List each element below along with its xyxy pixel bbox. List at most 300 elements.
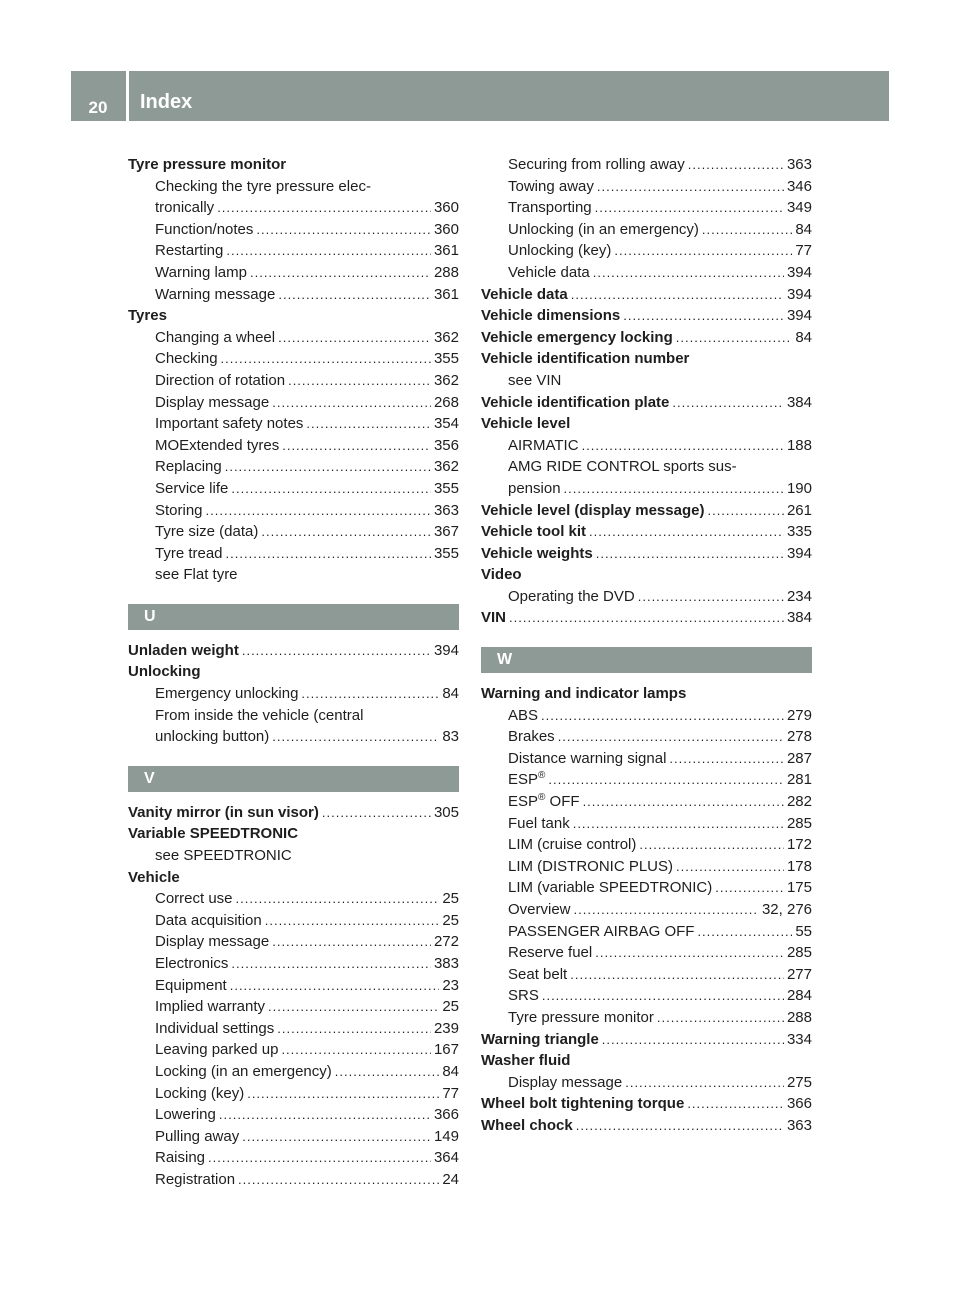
leader-dots bbox=[509, 607, 784, 629]
page-reference: 25 bbox=[442, 998, 459, 1016]
page-reference: 278 bbox=[786, 728, 812, 746]
index-subentry bbox=[128, 845, 459, 867]
entry-label: Storing bbox=[155, 501, 203, 519]
index-entry bbox=[481, 564, 812, 586]
entry-label: VIN bbox=[481, 609, 507, 627]
entry-label: Tyre pressure monitor bbox=[128, 156, 287, 173]
entry-label: Raising bbox=[155, 1149, 206, 1167]
page-reference: 334 bbox=[786, 1030, 812, 1048]
index-entry bbox=[481, 607, 812, 629]
index-subentry bbox=[481, 748, 812, 770]
index-subentry bbox=[481, 726, 812, 748]
page-reference: 355 bbox=[433, 350, 459, 368]
page-reference: 364 bbox=[433, 1149, 459, 1167]
leader-dots bbox=[541, 705, 784, 727]
leader-dots bbox=[676, 856, 784, 878]
leader-dots bbox=[614, 240, 792, 262]
index-subentry bbox=[481, 370, 812, 392]
leader-dots bbox=[548, 769, 784, 791]
leader-dots bbox=[247, 1083, 439, 1105]
entry-label: From inside the vehicle (central bbox=[155, 706, 364, 724]
page-reference: 355 bbox=[433, 479, 459, 497]
entry-label: Securing from rolling away bbox=[508, 156, 685, 173]
index-subentry bbox=[481, 1007, 812, 1029]
page-reference: 275 bbox=[786, 1073, 812, 1091]
index-subentry bbox=[128, 888, 459, 910]
index-subentry bbox=[481, 791, 812, 813]
index-subentry bbox=[128, 392, 459, 414]
entry-label: Emergency unlocking bbox=[155, 685, 299, 703]
page-reference: 285 bbox=[786, 944, 812, 962]
page-reference: 362 bbox=[433, 458, 459, 476]
index-entry bbox=[128, 154, 459, 176]
page-reference: 268 bbox=[433, 393, 459, 411]
leader-dots bbox=[570, 964, 784, 986]
leader-dots bbox=[265, 910, 440, 932]
index-entry bbox=[481, 543, 812, 565]
entry-label: Leaving parked up bbox=[155, 1041, 279, 1059]
index-column-left bbox=[128, 154, 459, 1191]
leader-dots bbox=[672, 392, 784, 414]
section-letter: W bbox=[481, 647, 812, 673]
entry-label: LIM (cruise control) bbox=[508, 836, 637, 854]
index-subentry bbox=[128, 931, 459, 953]
index-subentry bbox=[128, 996, 459, 1018]
index-subentry bbox=[481, 813, 812, 835]
entry-label: Operating the DVD bbox=[508, 587, 635, 605]
page-reference: 394 bbox=[786, 307, 812, 325]
leader-dots bbox=[272, 392, 431, 414]
entry-label: ESP® bbox=[508, 770, 546, 789]
page-reference: 366 bbox=[786, 1095, 812, 1113]
leader-dots bbox=[242, 1126, 431, 1148]
entry-label: Checking the tyre pressure elec- bbox=[155, 177, 371, 195]
entry-label: Changing a wheel bbox=[155, 328, 276, 346]
entry-label: PASSENGER AIRBAG OFF bbox=[508, 922, 695, 940]
leader-dots bbox=[657, 1007, 784, 1029]
index-subentry bbox=[128, 370, 459, 392]
entry-label: ABS bbox=[508, 706, 539, 724]
page-reference: 77 bbox=[795, 242, 812, 260]
leader-dots bbox=[261, 521, 431, 543]
page-reference: 362 bbox=[433, 371, 459, 389]
page-reference: 366 bbox=[433, 1106, 459, 1124]
leader-dots bbox=[282, 435, 431, 457]
leader-dots bbox=[256, 219, 431, 241]
page-reference: 355 bbox=[433, 544, 459, 562]
page-reference: 288 bbox=[433, 263, 459, 281]
entry-label: Warning triangle bbox=[481, 1030, 599, 1048]
entry-label: Implied warranty bbox=[155, 998, 266, 1016]
index-subentry bbox=[128, 327, 459, 349]
leader-dots bbox=[226, 240, 431, 262]
entry-label: Vehicle data bbox=[481, 285, 568, 303]
leader-dots bbox=[707, 500, 784, 522]
page-reference: 360 bbox=[433, 220, 459, 238]
leader-dots bbox=[542, 985, 784, 1007]
page-reference: 279 bbox=[786, 706, 812, 724]
entry-label: Towing away bbox=[508, 177, 594, 195]
page-reference: 287 bbox=[786, 749, 812, 767]
index-subentry bbox=[128, 240, 459, 262]
entry-label: Vanity mirror (in sun visor) bbox=[128, 803, 319, 821]
leader-dots bbox=[272, 726, 439, 748]
leader-dots bbox=[669, 748, 784, 770]
index-subentry bbox=[128, 1039, 459, 1061]
page-reference: 84 bbox=[442, 685, 459, 703]
page-reference: 384 bbox=[786, 609, 812, 627]
leader-dots bbox=[576, 1115, 784, 1137]
page-reference: 25 bbox=[442, 911, 459, 929]
index-subentry bbox=[128, 456, 459, 478]
index-subentry bbox=[128, 910, 459, 932]
entry-label: Reserve fuel bbox=[508, 944, 593, 962]
leader-dots bbox=[702, 219, 792, 241]
leader-dots bbox=[596, 543, 784, 565]
leader-dots bbox=[558, 726, 784, 748]
index-subentry bbox=[128, 262, 459, 284]
page-reference: 367 bbox=[433, 523, 459, 541]
index-subentry bbox=[128, 975, 459, 997]
index-subentry bbox=[128, 1147, 459, 1169]
leader-dots bbox=[597, 176, 784, 198]
page-reference: 84 bbox=[442, 1062, 459, 1080]
entry-label: see Flat tyre bbox=[155, 566, 238, 584]
index-subentry bbox=[128, 953, 459, 975]
leader-dots bbox=[225, 456, 431, 478]
leader-dots bbox=[688, 154, 784, 176]
index-entry bbox=[481, 521, 812, 543]
leader-dots bbox=[272, 931, 431, 953]
entry-label: Equipment bbox=[155, 976, 227, 994]
leader-dots bbox=[595, 197, 784, 219]
index-subentry bbox=[481, 985, 812, 1007]
entry-label: Tyre tread bbox=[155, 544, 223, 562]
entry-label: Brakes bbox=[508, 728, 555, 746]
entry-label: Fuel tank bbox=[508, 814, 570, 832]
index-subentry bbox=[481, 834, 812, 856]
leader-dots bbox=[217, 197, 431, 219]
entry-label: see VIN bbox=[508, 371, 562, 389]
index-subentry bbox=[481, 1072, 812, 1094]
index-entry bbox=[481, 305, 812, 327]
index-subentry bbox=[128, 284, 459, 306]
leader-dots bbox=[238, 1169, 439, 1191]
page-reference: 84 bbox=[795, 328, 812, 346]
index-subentry bbox=[128, 478, 459, 500]
leader-dots bbox=[639, 834, 784, 856]
entry-label: Display message bbox=[155, 933, 270, 951]
entry-label: MOExtended tyres bbox=[155, 436, 280, 454]
index-entry bbox=[128, 661, 459, 683]
index-subentry bbox=[481, 964, 812, 986]
entry-label: Wheel bolt tightening torque bbox=[481, 1095, 685, 1113]
leader-dots bbox=[221, 348, 431, 370]
entry-label: Vehicle dimensions bbox=[481, 307, 621, 325]
index-subentry bbox=[128, 543, 459, 565]
entry-label: Vehicle identification number bbox=[481, 350, 690, 368]
page-reference: 361 bbox=[433, 242, 459, 260]
leader-dots bbox=[278, 284, 431, 306]
index-entry bbox=[481, 348, 812, 370]
index-subentry bbox=[128, 348, 459, 370]
entry-label: Restarting bbox=[155, 242, 224, 260]
index-subentry bbox=[481, 154, 812, 176]
leader-dots bbox=[231, 478, 431, 500]
entry-label: Replacing bbox=[155, 458, 222, 476]
index-entry bbox=[481, 500, 812, 522]
index-entry bbox=[481, 1115, 812, 1137]
index-subentry bbox=[128, 197, 459, 219]
entry-label: Registration bbox=[155, 1170, 236, 1188]
entry-label: Vehicle bbox=[128, 868, 180, 886]
leader-dots bbox=[231, 953, 431, 975]
leader-dots bbox=[236, 888, 440, 910]
section-letter: U bbox=[128, 604, 459, 630]
leader-dots bbox=[278, 327, 431, 349]
page-reference: 361 bbox=[433, 285, 459, 303]
leader-dots bbox=[277, 1018, 431, 1040]
index-subentry bbox=[481, 899, 812, 921]
index-subentry bbox=[128, 683, 459, 705]
page-reference: 77 bbox=[442, 1084, 459, 1102]
leader-dots bbox=[322, 802, 431, 824]
page-reference: 305 bbox=[433, 803, 459, 821]
entry-label: Washer fluid bbox=[481, 1052, 571, 1070]
entry-label: Data acquisition bbox=[155, 911, 262, 929]
page-reference: 363 bbox=[786, 156, 812, 173]
index-subentry bbox=[128, 726, 459, 748]
entry-label: unlocking button) bbox=[155, 728, 270, 746]
entry-label: Unlocking (in an emergency) bbox=[508, 220, 699, 238]
index-subentry bbox=[481, 219, 812, 241]
index-subentry bbox=[481, 456, 812, 478]
entry-label: Vehicle data bbox=[508, 263, 590, 281]
page-reference: 190 bbox=[786, 479, 812, 497]
page-reference: 360 bbox=[433, 199, 459, 217]
page-reference: 84 bbox=[795, 220, 812, 238]
leader-dots bbox=[623, 305, 784, 327]
entry-label: Tyre pressure monitor bbox=[508, 1008, 654, 1026]
page-reference: 285 bbox=[786, 814, 812, 832]
index-entry bbox=[481, 327, 812, 349]
index-subentry bbox=[128, 564, 459, 586]
entry-label: AMG RIDE CONTROL sports sus- bbox=[508, 458, 737, 476]
entry-label: Lowering bbox=[155, 1106, 216, 1124]
page-reference: 234 bbox=[786, 587, 812, 605]
leader-dots bbox=[571, 284, 784, 306]
entry-label: Seat belt bbox=[508, 965, 568, 983]
entry-label: tronically bbox=[155, 199, 215, 217]
page-reference: 178 bbox=[786, 857, 812, 875]
entry-label: LIM (DISTRONIC PLUS) bbox=[508, 857, 674, 875]
entry-label: Transporting bbox=[508, 199, 592, 217]
leader-dots bbox=[583, 791, 784, 813]
page-reference: 188 bbox=[786, 436, 812, 454]
page-reference: 362 bbox=[433, 328, 459, 346]
leader-dots bbox=[219, 1104, 431, 1126]
entry-label: Correct use bbox=[155, 890, 233, 908]
page-reference: 149 bbox=[433, 1127, 459, 1145]
page-reference: 384 bbox=[786, 393, 812, 411]
index-subentry bbox=[128, 413, 459, 435]
page-reference: 349 bbox=[786, 199, 812, 217]
entry-label: Warning and indicator lamps bbox=[481, 685, 687, 703]
index-subentry bbox=[481, 856, 812, 878]
page-reference: 282 bbox=[786, 793, 812, 811]
header-divider bbox=[126, 71, 129, 121]
index-entry bbox=[481, 1093, 812, 1115]
leader-dots bbox=[230, 975, 440, 997]
index-subentry bbox=[128, 521, 459, 543]
leader-dots bbox=[242, 640, 431, 662]
page-reference: 172 bbox=[786, 836, 812, 854]
index-entry bbox=[481, 1050, 812, 1072]
index-subentry bbox=[128, 219, 459, 241]
page-reference: 394 bbox=[786, 544, 812, 562]
index-subentry bbox=[128, 500, 459, 522]
leader-dots bbox=[335, 1061, 440, 1083]
index-entry bbox=[481, 284, 812, 306]
index-subentry bbox=[128, 1083, 459, 1105]
leader-dots bbox=[582, 435, 784, 457]
page-reference: 55 bbox=[795, 922, 812, 940]
index-entry bbox=[128, 867, 459, 889]
page-reference: 335 bbox=[786, 523, 812, 541]
entry-label: Warning lamp bbox=[155, 263, 247, 281]
entry-label: Unlocking (key) bbox=[508, 242, 612, 260]
entry-label: Unlocking bbox=[128, 663, 201, 681]
page-reference: 167 bbox=[433, 1041, 459, 1059]
index-subentry bbox=[481, 877, 812, 899]
entry-label: Video bbox=[481, 566, 522, 584]
leader-dots bbox=[268, 996, 439, 1018]
page-reference: 261 bbox=[786, 501, 812, 519]
entry-label: Locking (key) bbox=[155, 1084, 245, 1102]
page-reference: 383 bbox=[433, 955, 459, 972]
entry-label: Variable SPEEDTRONIC bbox=[128, 825, 299, 843]
page-reference: 32, 276 bbox=[761, 901, 812, 918]
page-reference: 346 bbox=[786, 177, 812, 195]
page-reference: 277 bbox=[786, 965, 812, 983]
entry-label: Vehicle emergency locking bbox=[481, 328, 673, 346]
index-subentry bbox=[128, 435, 459, 457]
page-reference: 23 bbox=[442, 976, 459, 994]
index-subentry bbox=[481, 942, 812, 964]
page-reference: 25 bbox=[442, 890, 459, 908]
entry-label: pension bbox=[508, 479, 561, 497]
entry-label: Vehicle tool kit bbox=[481, 523, 587, 541]
entry-label: Individual settings bbox=[155, 1019, 275, 1037]
page-reference: 83 bbox=[442, 728, 459, 746]
header-bar bbox=[71, 71, 889, 121]
index-entry bbox=[481, 683, 812, 705]
index-subentry bbox=[128, 1104, 459, 1126]
leader-dots bbox=[564, 478, 784, 500]
leader-dots bbox=[574, 899, 759, 921]
index-column-right bbox=[481, 154, 812, 1137]
index-subentry bbox=[481, 586, 812, 608]
entry-label: Unladen weight bbox=[128, 641, 239, 659]
entry-label: Checking bbox=[155, 350, 218, 368]
entry-label: Display message bbox=[508, 1073, 623, 1091]
entry-label: Vehicle identification plate bbox=[481, 393, 670, 411]
leader-dots bbox=[595, 942, 784, 964]
entry-label: Pulling away bbox=[155, 1127, 240, 1145]
leader-dots bbox=[226, 543, 431, 565]
index-entry bbox=[128, 823, 459, 845]
index-subentry bbox=[481, 769, 812, 791]
page-reference: 394 bbox=[433, 641, 459, 659]
leader-dots bbox=[301, 683, 439, 705]
entry-label: Direction of rotation bbox=[155, 371, 286, 389]
leader-dots bbox=[602, 1029, 784, 1051]
page-reference: 394 bbox=[786, 285, 812, 303]
index-subentry bbox=[128, 1169, 459, 1191]
index-entry bbox=[481, 392, 812, 414]
index-entry bbox=[128, 305, 459, 327]
entry-label: Important safety notes bbox=[155, 415, 304, 433]
leader-dots bbox=[676, 327, 793, 349]
index-entry bbox=[481, 413, 812, 435]
entry-label: Vehicle level (display message) bbox=[481, 501, 705, 519]
index-subentry bbox=[128, 1126, 459, 1148]
page-reference: 239 bbox=[433, 1019, 459, 1037]
leader-dots bbox=[306, 413, 431, 435]
index-subentry bbox=[128, 176, 459, 198]
leader-dots bbox=[687, 1093, 784, 1115]
page-reference: 354 bbox=[433, 415, 459, 433]
leader-dots bbox=[288, 370, 431, 392]
leader-dots bbox=[208, 1147, 431, 1169]
index-entry bbox=[128, 640, 459, 662]
index-subentry bbox=[481, 921, 812, 943]
page-reference: 288 bbox=[786, 1008, 812, 1026]
entry-label: Display message bbox=[155, 393, 270, 411]
page-reference: 24 bbox=[442, 1170, 459, 1188]
entry-label: Tyre size (data) bbox=[155, 523, 259, 541]
entry-label: Vehicle weights bbox=[481, 544, 593, 562]
section-letter: V bbox=[128, 766, 459, 792]
page-reference: 356 bbox=[433, 436, 459, 454]
page-reference: 284 bbox=[786, 987, 812, 1005]
page-reference: 394 bbox=[786, 263, 812, 281]
entry-label: see SPEEDTRONIC bbox=[155, 847, 292, 865]
entry-label: Service life bbox=[155, 479, 229, 497]
page-number: 20 bbox=[88, 98, 108, 117]
entry-label: Vehicle level bbox=[481, 415, 571, 433]
index-subentry bbox=[481, 435, 812, 457]
index-subentry bbox=[481, 176, 812, 198]
entry-label: Locking (in an emergency) bbox=[155, 1062, 332, 1080]
entry-label: Wheel chock bbox=[481, 1116, 573, 1134]
leader-dots bbox=[697, 921, 792, 943]
index-subentry bbox=[481, 262, 812, 284]
leader-dots bbox=[573, 813, 784, 835]
index-entry bbox=[128, 802, 459, 824]
index-subentry bbox=[128, 1061, 459, 1083]
leader-dots bbox=[589, 521, 784, 543]
entry-label: Warning message bbox=[155, 285, 276, 303]
leader-dots bbox=[593, 262, 784, 284]
entry-label: Distance warning signal bbox=[508, 749, 667, 767]
entry-label: Electronics bbox=[155, 955, 229, 972]
page-title: Index bbox=[140, 91, 193, 113]
index-subentry bbox=[481, 705, 812, 727]
leader-dots bbox=[625, 1072, 784, 1094]
index-subentry bbox=[481, 478, 812, 500]
entry-label: LIM (variable SPEEDTRONIC) bbox=[508, 879, 713, 897]
